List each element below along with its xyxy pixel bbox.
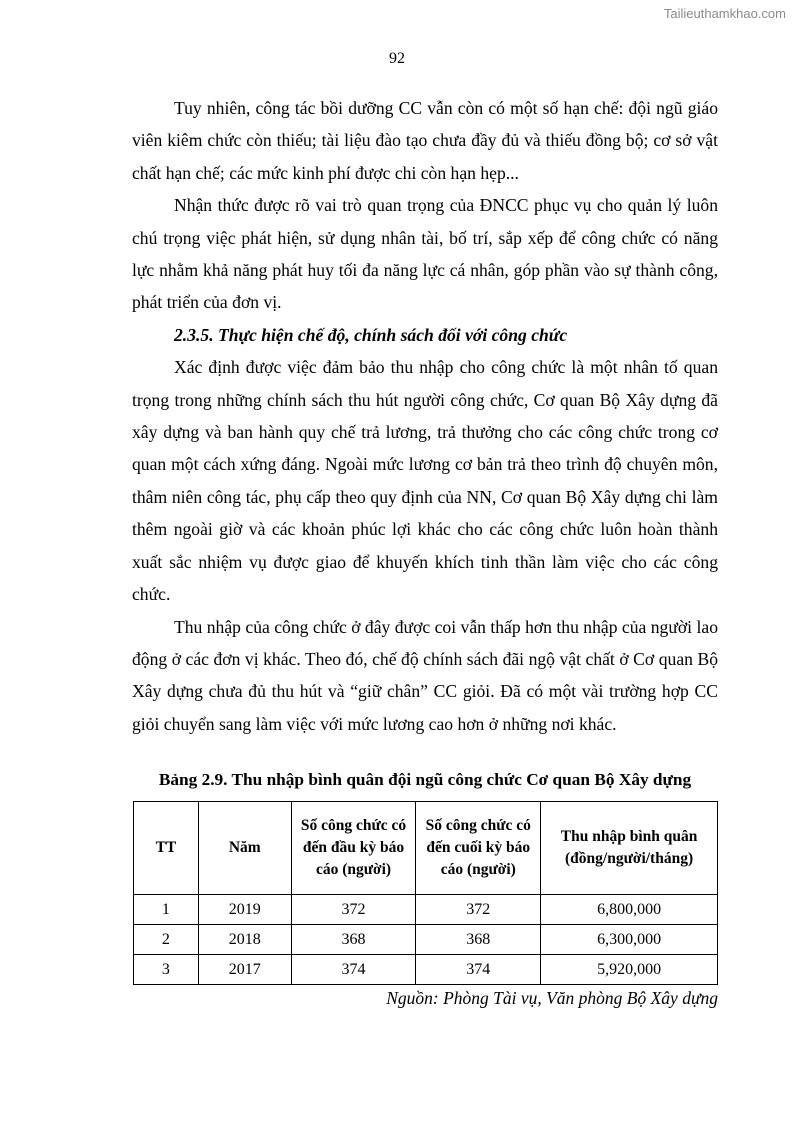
header-avg-income: Thu nhập bình quân (đồng/người/tháng) — [541, 802, 718, 895]
income-table — [133, 801, 718, 985]
page-number: 92 — [389, 50, 405, 67]
cell-tt: 1 — [134, 895, 199, 925]
paragraph: Nhận thức được rõ vai trò quan trọng của ĐNCC phục vụ cho quản lý luôn chú trọng việc phát hiện, sử dụng nhân tài, bố trí, sắp xếp để công chức có năng lực nhằm khả năng phát huy tối đa năng lực cá nhân, góp phần vào sự thành công, phát triển của đơn vị. — [132, 195, 718, 313]
cell-year: 2019 — [198, 895, 291, 925]
paragraph: Thu nhập của công chức ở đây được coi vẫn thấp hơn thu nhập của người lao động ở các đơn vị khác. Theo đó, chế độ chính sách đãi ngộ vật chất ở Cơ quan Bộ Xây dựng chưa đủ thu hút và “giữ chân” CC giỏi. Đã có một vài trường hợp CC giỏi chuyển sang làm việc với mức lương cao hơn ở những nơi khác. — [132, 616, 718, 734]
header-tt: TT — [134, 802, 199, 895]
table-row — [134, 925, 718, 955]
header-start-count: Số công chức có đến đầu kỳ báo cáo (người) — [291, 802, 416, 895]
cell-tt: 2 — [134, 925, 199, 955]
paragraph: Tuy nhiên, công tác bồi dưỡng CC vẫn còn có một số hạn chế: đội ngũ giáo viên kiêm chức còn thiếu; tài liệu đào tạo chưa đầy đủ và thiếu đồng bộ; cơ sở vật chất hạn chế; các mức kinh phí được chi còn hạn hẹp... — [132, 98, 718, 183]
cell-year: 2017 — [198, 955, 291, 985]
table-row — [134, 895, 718, 925]
cell-end-count: 368 — [416, 925, 541, 955]
cell-start-count: 372 — [291, 895, 416, 925]
table-title: Bảng 2.9. Thu nhập bình quân đội ngũ công chức Cơ quan Bộ Xây dựng — [158, 770, 692, 789]
paragraph: Xác định được việc đảm bảo thu nhập cho công chức là một nhân tố quan trọng trong những chính sách thu hút người công chức, Cơ quan Bộ Xây dựng đã xây dựng và ban hành quy chế trả lương, trả thưởng cho các công chức trong cơ quan một cách xứng đáng. Ngoài mức lương cơ bản trả theo trình độ chuyên môn, thâm niên công tác, phụ cấp theo quy định của NN, Cơ quan Bộ Xây dựng chi làm thêm ngoài giờ và các khoản phúc lợi khác cho các công chức luôn hoàn thành xuất sắc nhiệm vụ được giao để khuyến khích tinh thần làm việc cho các công chức. — [132, 357, 718, 605]
watermark: Tailieuthamkhao.com — [663, 6, 786, 21]
header-year: Năm — [198, 802, 291, 895]
table-row — [134, 955, 718, 985]
section-heading: 2.3.5. Thực hiện chế độ, chính sách đối với công chức — [174, 324, 568, 345]
cell-avg-income: 6,800,000 — [541, 895, 718, 925]
header-end-count: Số công chức có đến cuối kỳ báo cáo (người) — [416, 802, 541, 895]
cell-avg-income: 6,300,000 — [541, 925, 718, 955]
source-note: Nguồn: Phòng Tài vụ, Văn phòng Bộ Xây dựng — [386, 988, 718, 1008]
cell-year: 2018 — [198, 925, 291, 955]
table-header-row — [134, 802, 718, 895]
document-body — [132, 92, 718, 740]
cell-avg-income: 5,920,000 — [541, 955, 718, 985]
cell-tt: 3 — [134, 955, 199, 985]
cell-start-count: 374 — [291, 955, 416, 985]
cell-start-count: 368 — [291, 925, 416, 955]
cell-end-count: 372 — [416, 895, 541, 925]
cell-end-count: 374 — [416, 955, 541, 985]
